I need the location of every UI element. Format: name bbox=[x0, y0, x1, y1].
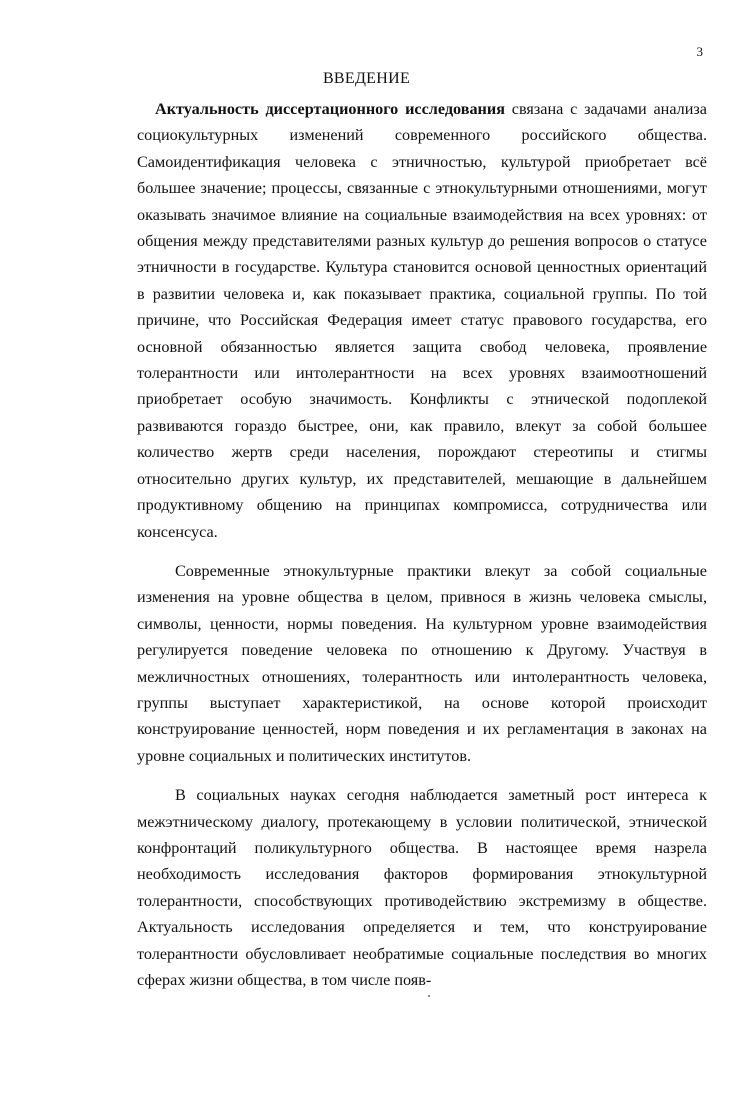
paragraph-2: Современные этнокультурные практики влекут за собой социальные изменения на уровне общества в целом, привнося в жизнь человека смыслы, символы, ценности, нормы поведения. На культурном уровне взаимодействия регулируется поведение человека по отношению к Другому. Участвуя в межличностных отношениях, толерантность или интолерантность человека, группы выступает характеристикой, на основе которой происходит конструирование ценностей, норм поведения и их регламентация в законах на уровне социальных и политических институтов. bbox=[137, 561, 707, 765]
scan-speck bbox=[428, 995, 430, 997]
paragraph-3: В социальных науках сегодня наблюдается заметный рост интереса к межэтническому диалогу, протекающему в условии политической, этнической конфронтаций поликультурного общества. В настоящее время назрела необходимость исследования факторов формирования этнокультурной толерантности, способствующих противодействию экстремизму в обществе. Актуальность исследования определяется и тем, что конструирование толерантности обусловливает необратимые социальные последствия во многих сферах жизни общества, в том числе появ- bbox=[137, 786, 707, 989]
body-text bbox=[137, 96, 707, 1006]
page-number: 3 bbox=[696, 44, 703, 59]
paragraph-text: связана с задачами анализа социокультурных изменений современного российского общества. Самоидентификация человека с этничностью, культурой приобретает всё большее значение; процессы, связанные с этнокультурными отношениями, могут оказывать значимое влияние на социальные взаимодействия на всех уровнях: от общения между представителями разных культур до решения вопросов о статусе этничности в государстве. Культура становится основой ценностных ориентаций в развитии человека и, как показывает практика, социальной группы. По той причине, что Российская Федерация имеет статус правового государства, его основной обязанностью является защита свобод человека, проявление толерантности или интолерантности на всех уровнях взаимоотношений приобретает особую значимость. Конфликты с этнической подоплекой развиваются гораздо быстрее, они, как правило, влекут за собой большее количество жертв среди населения, порождают стереотипы и стигмы относительно других культур, их представителей, мешающие в дальнейшем продуктивному общению на принципах компромисса, сотрудничества или консенсуса. bbox=[137, 100, 707, 541]
paragraph-lead: Актуальность диссертационного исследования bbox=[155, 100, 505, 118]
section-heading: ВВЕДЕНИЕ bbox=[322, 70, 411, 87]
paragraph-1 bbox=[137, 96, 707, 545]
